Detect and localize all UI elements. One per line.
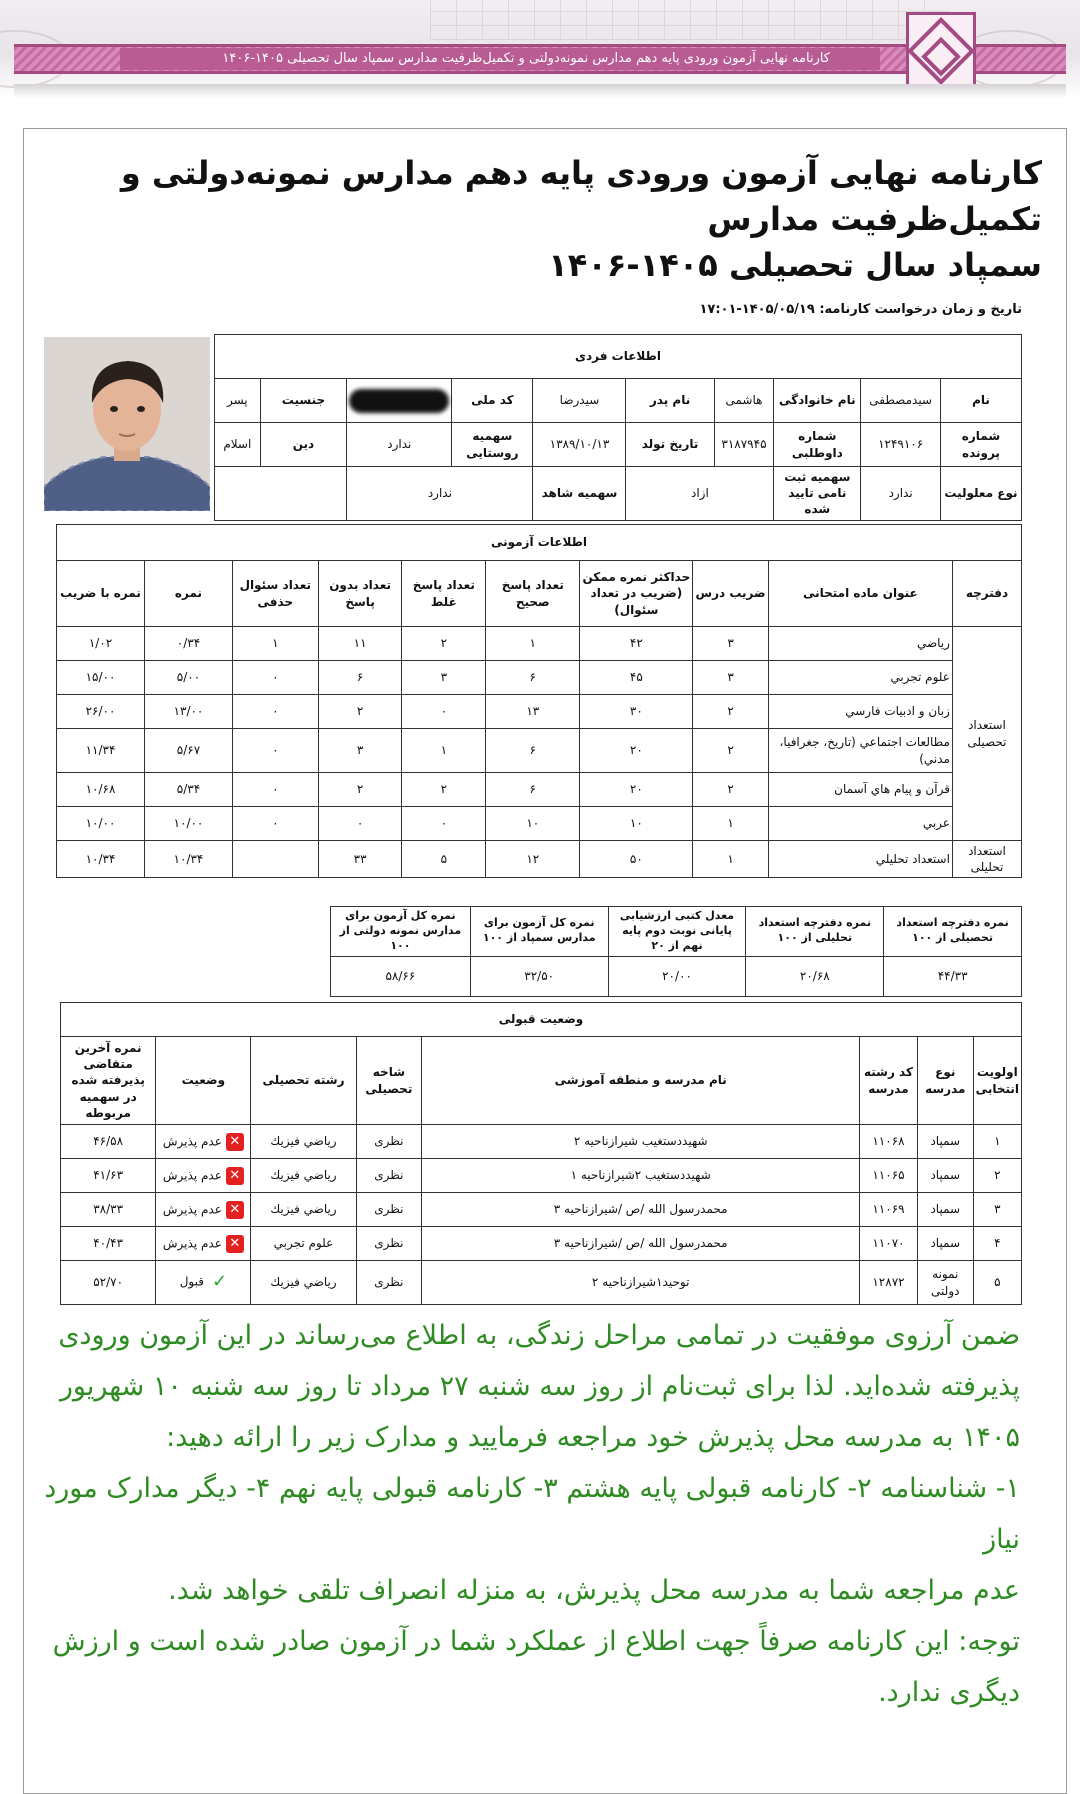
- student-photo: [44, 337, 210, 511]
- exam-coef: ۱: [693, 807, 768, 841]
- exam-subject: عربي: [768, 807, 952, 841]
- value-religion: اسلام: [215, 423, 261, 467]
- exam-removed: ۰: [232, 807, 318, 841]
- summary-table: [330, 906, 1022, 997]
- admission-school: شهیددستغیب ۲شیرازناحیه ۱: [422, 1159, 860, 1193]
- exam-max: ۵۰: [580, 841, 693, 878]
- request-label: تاریخ و زمان درخواست کارنامه:: [819, 302, 1022, 317]
- admission-status: [156, 1227, 251, 1261]
- exam-correct: ۱۲: [486, 841, 580, 878]
- admission-notice: [44, 1310, 1020, 1718]
- admission-last-score: ۳۸/۳۳: [61, 1193, 156, 1227]
- request-datetime: [500, 302, 1022, 317]
- admission-header-type: نوع مدرسه: [917, 1037, 973, 1125]
- admission-branch: نظری: [356, 1193, 422, 1227]
- exam-header-score: نمره: [145, 561, 233, 627]
- admission-row: [61, 1159, 1022, 1193]
- admission-status: [156, 1159, 251, 1193]
- exam-row: [57, 695, 1022, 729]
- exam-max: ۴۵: [580, 661, 693, 695]
- exam-wrong: ۵: [402, 841, 486, 878]
- label-religion: دین: [260, 423, 347, 467]
- banner-shadow: [14, 84, 1066, 98]
- admission-field: رياضي فيزيك: [251, 1125, 356, 1159]
- exam-removed: [232, 841, 318, 878]
- value-registered-quota: ازاد: [626, 467, 774, 521]
- value-candidate-number: ۳۱۸۷۹۴۵: [714, 423, 774, 467]
- admission-header-row: [61, 1037, 1022, 1125]
- exam-subject: مطالعات اجتماعي (تاريخ، جغرافيا، مدني): [768, 729, 952, 773]
- admission-type: سمپاد: [917, 1193, 973, 1227]
- exam-coef: ۲: [693, 729, 768, 773]
- summary-value-total-nemooneh: ۵۸/۶۶: [331, 956, 471, 996]
- exam-score: ۱۳/۰۰: [145, 695, 233, 729]
- exam-max: ۲۰: [580, 773, 693, 807]
- rejected-icon: ✕: [226, 1235, 244, 1253]
- admission-table: [60, 1002, 1022, 1305]
- admission-row: [61, 1193, 1022, 1227]
- exam-booklet-academic: استعداد تحصیلی: [952, 627, 1021, 841]
- exam-max: ۴۲: [580, 627, 693, 661]
- admission-status-text: عدم پذیرش: [162, 1236, 222, 1250]
- label-rural-quota: سهمیه روستایی: [452, 423, 533, 467]
- summary-header-total-nemooneh: نمره کل آزمون برای مدارس نمونه دولتی از ۱۰۰: [331, 907, 471, 957]
- value-national-id: [347, 379, 452, 423]
- admission-type: سمپاد: [917, 1159, 973, 1193]
- exam-score: ۵/۳۴: [145, 773, 233, 807]
- admission-status-text: عدم پذیرش: [162, 1168, 222, 1182]
- exam-weighted: ۱۰/۰۰: [57, 807, 145, 841]
- admission-school: محمدرسول الله /ص /شیرازناحیه ۳: [422, 1193, 860, 1227]
- label-registered-quota: سهمیه ثبت نامی تایید شده: [774, 467, 861, 521]
- exam-weighted: ۱۰/۶۸: [57, 773, 145, 807]
- exam-header-correct: تعداد پاسخ صحیح: [486, 561, 580, 627]
- exam-max: ۱۰: [580, 807, 693, 841]
- admission-code: ۱۱۰۷۰: [860, 1227, 918, 1261]
- label-last-name: نام خانوادگی: [774, 379, 861, 423]
- value-shahed-quota: ندارد: [347, 467, 533, 521]
- exam-row: [57, 661, 1022, 695]
- admission-last-score: ۴۰/۴۳: [61, 1227, 156, 1261]
- exam-row: [57, 627, 1022, 661]
- admission-status: [156, 1261, 251, 1305]
- exam-removed: ۰: [232, 695, 318, 729]
- exam-wrong: ۲: [402, 627, 486, 661]
- admission-header-status: وضعیت: [156, 1037, 251, 1125]
- admission-school: شهیددستغیب شیرازناحیه ۲: [422, 1125, 860, 1159]
- admission-row: [61, 1125, 1022, 1159]
- admission-field: رياضي فيزيك: [251, 1193, 356, 1227]
- admission-last-score: ۵۲/۷۰: [61, 1261, 156, 1305]
- exam-row: [57, 773, 1022, 807]
- label-shahed-quota: سهمیه شاهد: [533, 467, 626, 521]
- summary-header-academic: نمره دفترچه استعداد تحصیلی از ۱۰۰: [884, 907, 1022, 957]
- notice-paragraph-2: ۱- شناسنامه ۲- کارنامه قبولی پایه هشتم ۳- کارنامه قبولی پایه نهم ۴- دیگر مدارک مورد نیاز: [44, 1473, 1020, 1555]
- admission-row: [61, 1227, 1022, 1261]
- admission-type: سمپاد: [917, 1125, 973, 1159]
- exam-wrong: ۰: [402, 807, 486, 841]
- admission-branch: نظری: [356, 1227, 422, 1261]
- exam-header-wrong: تعداد پاسخ غلط: [402, 561, 486, 627]
- admission-priority: ۱: [973, 1125, 1021, 1159]
- exam-correct: ۱: [486, 627, 580, 661]
- report-title-line1: کارنامه نهایی آزمون ورودی پایه دهم مدارس نمونه‌دولتی و تکمیل‌ظرفیت مدارس: [120, 154, 1042, 238]
- summary-header-total-sampad: نمره کل آزمون برای مدارس سمپاد از ۱۰۰: [470, 907, 608, 957]
- admission-status-text: عدم پذیرش: [162, 1134, 222, 1148]
- admission-field: رياضي فيزيك: [251, 1159, 356, 1193]
- exam-row: [57, 807, 1022, 841]
- label-gender: جنسیت: [260, 379, 347, 423]
- admission-field: علوم تجربي: [251, 1227, 356, 1261]
- exam-row: [57, 841, 1022, 878]
- label-file-number: شماره پرونده: [940, 423, 1021, 467]
- label-birth-date: تاریخ تولد: [626, 423, 714, 467]
- value-gender: پسر: [215, 379, 261, 423]
- admission-priority: ۳: [973, 1193, 1021, 1227]
- admission-last-score: ۴۱/۶۳: [61, 1159, 156, 1193]
- notice-paragraph-4: توجه: این کارنامه صرفاً جهت اطلاع از عملکرد شما در آزمون صادر شده است و ارزش دیگری ندارد.: [52, 1626, 1020, 1708]
- admission-field: رياضي فيزيك: [251, 1261, 356, 1305]
- exam-coef: ۲: [693, 773, 768, 807]
- exam-header-removed: تعداد سئوال حذفی: [232, 561, 318, 627]
- value-disability: ندارد: [861, 467, 941, 521]
- header-banner: [0, 0, 1080, 98]
- accepted-check-icon: ✓: [211, 1271, 228, 1293]
- admission-status: [156, 1125, 251, 1159]
- exam-max: ۲۰: [580, 729, 693, 773]
- rejected-icon: ✕: [226, 1201, 244, 1219]
- summary-value-row: [331, 956, 1022, 996]
- value-file-number: ۱۲۴۹۱۰۶: [861, 423, 941, 467]
- summary-header-row: [331, 907, 1022, 957]
- exam-max: ۳۰: [580, 695, 693, 729]
- admission-row: [61, 1261, 1022, 1305]
- admission-code: ۱۱۰۶۵: [860, 1159, 918, 1193]
- exam-coef: ۳: [693, 627, 768, 661]
- exam-score: ۵/۶۷: [145, 729, 233, 773]
- exam-coef: ۳: [693, 661, 768, 695]
- value-rural-quota: ندارد: [347, 423, 452, 467]
- report-title: [40, 150, 1042, 288]
- exam-header-row: [57, 561, 1022, 627]
- exam-booklet-analytical: استعداد تحلیلی: [952, 841, 1021, 878]
- rejected-icon: ✕: [226, 1133, 244, 1151]
- exam-weighted: ۱۰/۳۴: [57, 841, 145, 878]
- admission-status: [156, 1193, 251, 1227]
- admission-type: نمونه دولتی: [917, 1261, 973, 1305]
- admission-type: سمپاد: [917, 1227, 973, 1261]
- exam-row: [57, 729, 1022, 773]
- exam-wrong: ۳: [402, 661, 486, 695]
- value-birth-date: ۱۳۸۹/۱۰/۱۳: [533, 423, 626, 467]
- exam-correct: ۱۰: [486, 807, 580, 841]
- exam-coef: ۲: [693, 695, 768, 729]
- summary-header-gpa: معدل کتبی ارزشیابی پایانی نوبت دوم پایه نهم از ۲۰: [608, 907, 746, 957]
- admission-header-school: نام مدرسه و منطقه آموزشی: [422, 1037, 860, 1125]
- value-father-name: سیدرضا: [533, 379, 626, 423]
- admission-priority: ۲: [973, 1159, 1021, 1193]
- label-national-id: کد ملی: [452, 379, 533, 423]
- exam-score: ۱۰/۰۰: [145, 807, 233, 841]
- personal-row-1: [215, 379, 1022, 423]
- banner-title: کارنامه نهایی آزمون ورودی پایه دهم مدارس نمونه‌دولتی و تکمیل‌ظرفیت مدارس سمپاد سال تحصیلی ۱۴۰۵-۱۴۰۶: [222, 51, 830, 66]
- exam-score: ۰/۳۴: [145, 627, 233, 661]
- admission-priority: ۵: [973, 1261, 1021, 1305]
- admission-branch: نظری: [356, 1125, 422, 1159]
- admission-school: محمدرسول الله /ص /شیرازناحیه ۳: [422, 1227, 860, 1261]
- exam-subject: ریاضي: [768, 627, 952, 661]
- admission-code: ۱۱۰۶۸: [860, 1125, 918, 1159]
- redacted-mark: [349, 389, 449, 413]
- admission-last-score: ۴۶/۵۸: [61, 1125, 156, 1159]
- exam-header-max: حداکثر نمره ممکن (ضریب در تعداد سئوال): [580, 561, 693, 627]
- admission-branch: نظری: [356, 1261, 422, 1305]
- exam-wrong: ۲: [402, 773, 486, 807]
- admission-priority: ۴: [973, 1227, 1021, 1261]
- admission-header-branch: شاخه تحصیلی: [356, 1037, 422, 1125]
- exam-header-blank: تعداد بدون پاسخ: [318, 561, 402, 627]
- value-first-name: سیدمصطفی: [861, 379, 941, 423]
- exam-weighted: ۲۶/۰۰: [57, 695, 145, 729]
- value-last-name: هاشمی: [714, 379, 774, 423]
- empty-cell: [215, 467, 347, 521]
- admission-header-last-score: نمره آخرین متقاضی پذیرفته شده در سهمیه مربوطه: [61, 1037, 156, 1125]
- exam-correct: ۱۳: [486, 695, 580, 729]
- summary-value-total-sampad: ۳۲/۵۰: [470, 956, 608, 996]
- exam-header-weighted: نمره با ضریب: [57, 561, 145, 627]
- admission-header-field: رشته تحصیلی: [251, 1037, 356, 1125]
- sampad-logo-icon: [906, 12, 976, 90]
- label-father-name: نام پدر: [626, 379, 714, 423]
- exam-coef: ۱: [693, 841, 768, 878]
- exam-blank: ۳۳: [318, 841, 402, 878]
- admission-status-text: قبول: [179, 1275, 204, 1289]
- exam-removed: ۰: [232, 729, 318, 773]
- exam-correct: ۶: [486, 661, 580, 695]
- exam-blank: ۱۱: [318, 627, 402, 661]
- personal-info-caption: اطلاعات فردی: [215, 335, 1022, 379]
- exam-weighted: ۱۵/۰۰: [57, 661, 145, 695]
- label-disability: نوع معلولیت: [940, 467, 1021, 521]
- exam-info-caption: اطلاعات آزمونی: [57, 525, 1022, 561]
- exam-subject: زبان و ادبيات فارسي: [768, 695, 952, 729]
- label-first-name: نام: [940, 379, 1021, 423]
- admission-status-text: عدم پذیرش: [162, 1202, 222, 1216]
- exam-subject: قرآن و پيام هاي آسمان: [768, 773, 952, 807]
- personal-info-table: [214, 334, 1022, 521]
- exam-correct: ۶: [486, 773, 580, 807]
- exam-header-coef: ضریب درس: [693, 561, 768, 627]
- summary-value-analytical: ۲۰/۶۸: [746, 956, 884, 996]
- exam-blank: ۲: [318, 695, 402, 729]
- admission-code: ۱۱۰۶۹: [860, 1193, 918, 1227]
- admission-code: ۱۲۸۷۲: [860, 1261, 918, 1305]
- exam-score: ۵/۰۰: [145, 661, 233, 695]
- exam-blank: ۰: [318, 807, 402, 841]
- exam-correct: ۶: [486, 729, 580, 773]
- exam-info-table: [56, 524, 1022, 878]
- request-value: ۱۴۰۵/۰۵/۱۹-۱۷:۰۱: [699, 302, 815, 317]
- exam-blank: ۶: [318, 661, 402, 695]
- exam-removed: ۱: [232, 627, 318, 661]
- admission-header-priority: اولویت انتخابی: [973, 1037, 1021, 1125]
- admission-header-code: کد رشته مدرسه: [860, 1037, 918, 1125]
- rejected-icon: ✕: [226, 1167, 244, 1185]
- exam-wrong: ۰: [402, 695, 486, 729]
- exam-blank: ۲: [318, 773, 402, 807]
- banner-grid-decoration: [430, 0, 950, 40]
- exam-score: ۱۰/۳۴: [145, 841, 233, 878]
- exam-weighted: ۱/۰۲: [57, 627, 145, 661]
- admission-school: توحید۱شیرازناحیه ۲: [422, 1261, 860, 1305]
- exam-wrong: ۱: [402, 729, 486, 773]
- notice-paragraph-1: ضمن آرزوی موفقیت در تمامی مراحل زندگی، به اطلاع می‌رساند در این آزمون ورودی پذیرفته شده‌اید. لذا برای ثبت‌نام از روز سه شنبه ۲۷ مرداد تا روز سه شنبه ۱۰ شهریور ۱۴۰۵ به مدرسه محل پذیرش خود مراجعه فرمایید و مدارک زیر را ارائه دهید:: [58, 1320, 1020, 1453]
- exam-header-subject: عنوان ماده امتحانی: [768, 561, 952, 627]
- exam-subject: استعداد تحليلي: [768, 841, 952, 878]
- summary-header-analytical: نمره دفترچه استعداد تحلیلی از ۱۰۰: [746, 907, 884, 957]
- summary-value-academic: ۴۴/۳۳: [884, 956, 1022, 996]
- summary-value-gpa: ۲۰/۰۰: [608, 956, 746, 996]
- exam-blank: ۳: [318, 729, 402, 773]
- exam-weighted: ۱۱/۳۴: [57, 729, 145, 773]
- report-title-line2: سمپاد سال تحصیلی ۱۴۰۵-۱۴۰۶: [548, 246, 1042, 284]
- exam-removed: ۰: [232, 661, 318, 695]
- exam-removed: ۰: [232, 773, 318, 807]
- admission-caption: وضعیت قبولی: [61, 1003, 1022, 1037]
- personal-row-2: [215, 423, 1022, 467]
- notice-paragraph-3: عدم مراجعه شما به مدرسه محل پذیرش، به منزله انصراف تلقی خواهد شد.: [168, 1575, 1020, 1606]
- label-candidate-number: شماره داوطلبی: [774, 423, 861, 467]
- personal-row-3: [215, 467, 1022, 521]
- exam-header-booklet: دفترچه: [952, 561, 1021, 627]
- student-photo-image: [44, 337, 210, 511]
- exam-subject: علوم تجربي: [768, 661, 952, 695]
- admission-branch: نظری: [356, 1159, 422, 1193]
